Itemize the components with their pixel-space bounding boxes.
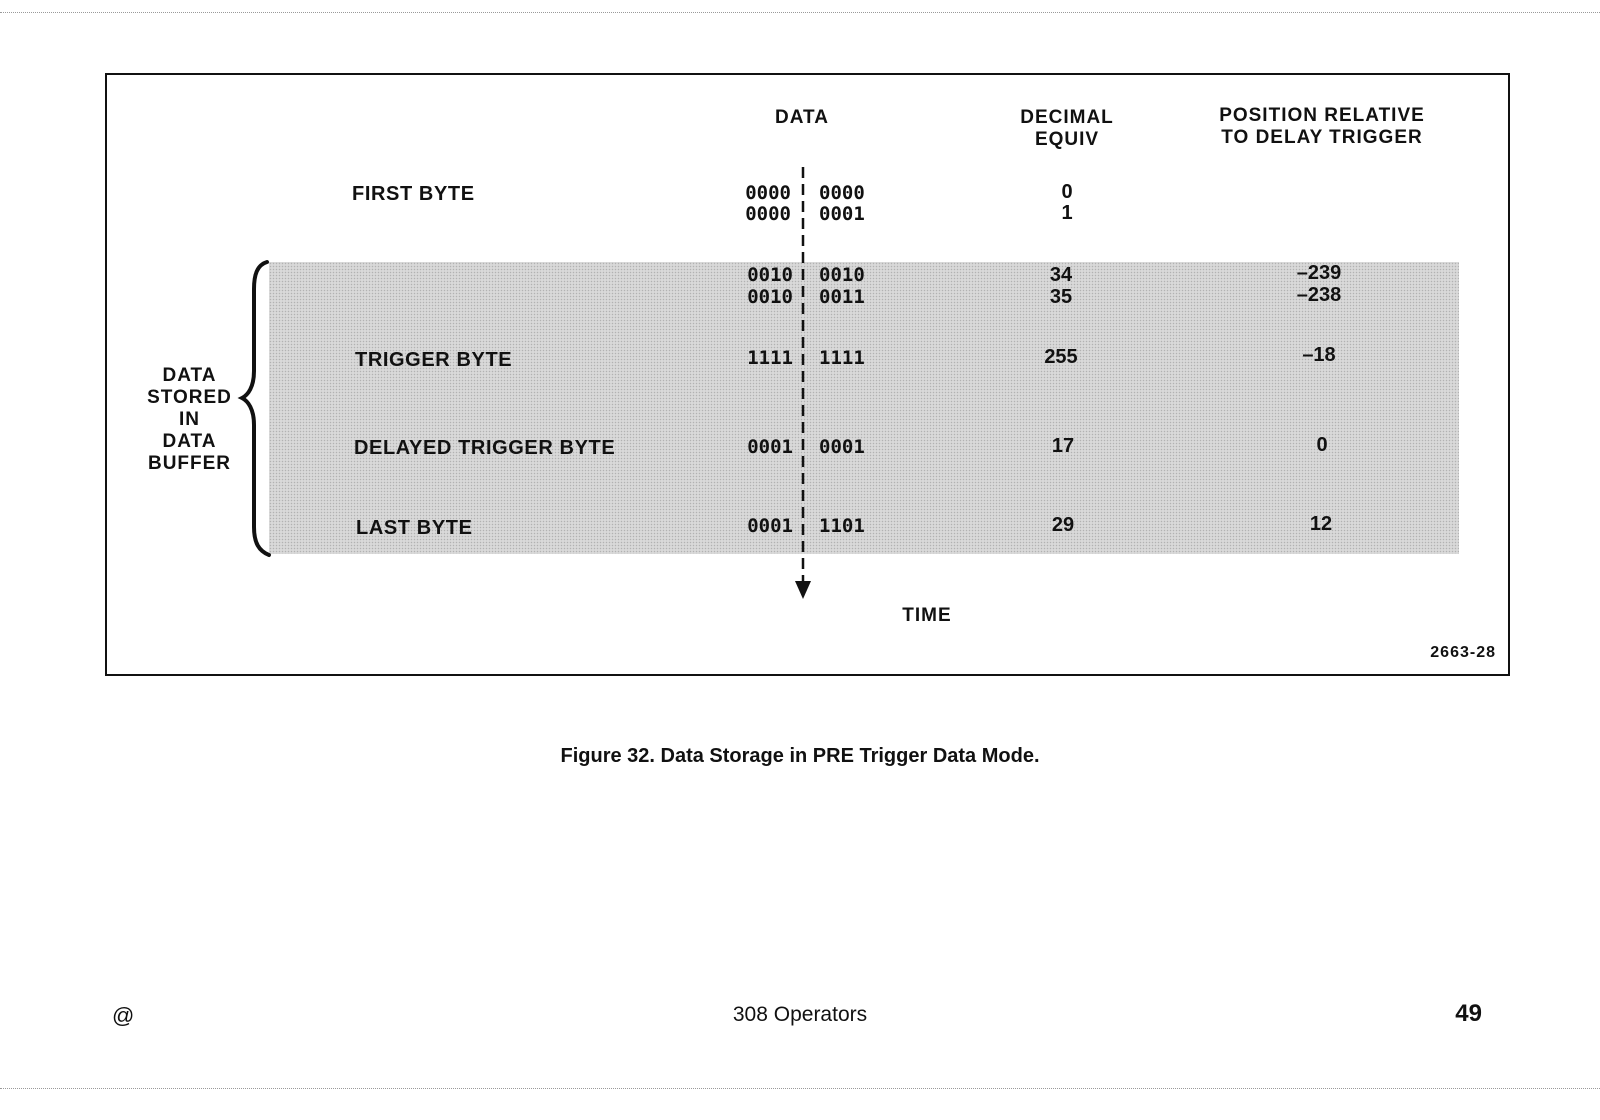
time-label: TIME	[902, 605, 952, 626]
row-label-trigger-byte: TRIGGER BYTE	[355, 349, 513, 371]
header-position-relative: POSITION RELATIVE TO DELAY TRIGGER	[1219, 105, 1425, 148]
page-number: 49	[1455, 1000, 1482, 1027]
decimal-equiv-value: 255	[1044, 346, 1078, 368]
side-label-data-buffer: DATA STORED IN DATA BUFFER	[147, 365, 232, 474]
data-high-nibble: 0000	[745, 203, 791, 225]
data-high-nibble: 0000	[745, 182, 791, 204]
header-data: DATA	[775, 107, 829, 128]
data-high-nibble: 0010	[747, 264, 793, 286]
data-low-nibble: 0010	[819, 264, 865, 286]
data-low-nibble: 0001	[819, 203, 865, 225]
data-low-nibble: 0011	[819, 286, 865, 308]
data-high-nibble: 0001	[747, 515, 793, 537]
data-high-nibble: 0001	[747, 436, 793, 458]
figure-lines	[107, 75, 1508, 674]
decimal-equiv-value: 29	[1051, 514, 1075, 536]
footer-title: 308 Operators	[732, 1003, 868, 1026]
row-label-first-byte: FIRST BYTE	[352, 183, 475, 205]
row-label-delayed-trigger-byte: DELAYED TRIGGER BYTE	[354, 437, 616, 459]
data-low-nibble: 1101	[819, 515, 865, 537]
decimal-equiv-value: 1	[1061, 202, 1073, 224]
position-relative-value: –238	[1296, 284, 1342, 306]
scan-border-top	[0, 12, 1600, 13]
data-high-nibble: 0010	[747, 286, 793, 308]
decimal-equiv-value: 35	[1049, 286, 1073, 308]
position-relative-value: 12	[1309, 513, 1333, 535]
data-high-nibble: 1111	[747, 347, 793, 369]
figure-panel	[105, 73, 1510, 676]
position-relative-value: –18	[1302, 344, 1336, 366]
data-low-nibble: 0000	[819, 182, 865, 204]
data-low-nibble: 0001	[819, 436, 865, 458]
decimal-equiv-value: 34	[1049, 264, 1073, 286]
figure-caption: Figure 32. Data Storage in PRE Trigger Data Mode.	[560, 745, 1040, 767]
scan-border-bottom	[0, 1088, 1600, 1089]
position-relative-value: 0	[1316, 434, 1328, 456]
footer-mark: @	[112, 1003, 135, 1028]
time-arrow-head	[795, 581, 811, 599]
curly-brace	[242, 262, 269, 555]
decimal-equiv-value: 0	[1061, 181, 1073, 203]
data-low-nibble: 1111	[819, 347, 865, 369]
row-label-last-byte: LAST BYTE	[356, 517, 473, 539]
position-relative-value: –239	[1296, 262, 1342, 284]
decimal-equiv-value: 17	[1051, 435, 1075, 457]
header-decimal-equiv: DECIMAL EQUIV	[1020, 107, 1114, 150]
figure-id: 2663-28	[1430, 644, 1496, 661]
